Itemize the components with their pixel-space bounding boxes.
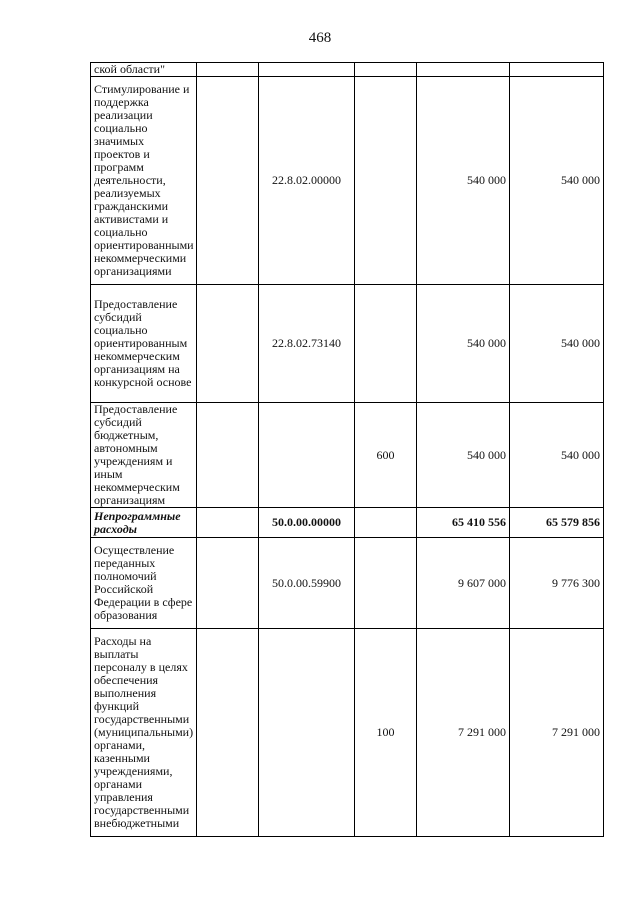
table-row [91,508,604,538]
row-code-cell [259,63,355,77]
row-blank-cell [197,77,259,285]
row-kind-cell: 100 [355,629,417,837]
row-sum2-cell [510,63,604,77]
row-name-cell: Непрограммные расходы [91,508,197,538]
row-blank-cell [197,63,259,77]
row-sum2-cell: 9 776 300 [510,538,604,629]
row-code-cell: 50.0.00.59900 [259,538,355,629]
table-row [91,285,604,403]
row-blank-cell [197,629,259,837]
row-blank-cell [197,538,259,629]
table-row [91,77,604,285]
row-sum1-cell: 65 410 556 [417,508,510,538]
row-kind-cell [355,508,417,538]
row-sum2-cell: 540 000 [510,403,604,508]
page-number: 468 [308,30,332,46]
table-row [91,629,604,837]
row-name-cell: Предоставление субсидий бюджетным, автономным учреждениям и иным некоммерческим организациям [91,403,197,508]
row-blank-cell [197,403,259,508]
table-row [91,403,604,508]
row-sum1-cell: 540 000 [417,403,510,508]
row-name-cell: Предоставление субсидий социально ориентированным некоммерческим организациям на конкурсной основе [91,285,197,403]
row-blank-cell [197,508,259,538]
table-row [91,538,604,629]
row-sum2-cell: 65 579 856 [510,508,604,538]
table-row [91,63,604,77]
row-kind-cell [355,285,417,403]
row-sum2-cell: 540 000 [510,285,604,403]
row-blank-cell [197,285,259,403]
row-sum1-cell: 9 607 000 [417,538,510,629]
row-sum2-cell: 540 000 [510,77,604,285]
row-code-cell: 22.8.02.00000 [259,77,355,285]
row-code-cell: 50.0.00.00000 [259,508,355,538]
row-code-cell [259,629,355,837]
row-name-cell: ской области" [91,63,197,77]
budget-table [90,62,604,837]
row-code-cell: 22.8.02.73140 [259,285,355,403]
row-sum1-cell: 540 000 [417,285,510,403]
row-sum1-cell [417,63,510,77]
row-name-cell: Расходы на выплаты персоналу в целях обеспечения выполнения функций государственными (муниципальными) органами, казенными учреждениями, органами управления государственными внебюджетными [91,629,197,837]
row-kind-cell [355,63,417,77]
row-kind-cell [355,538,417,629]
row-sum1-cell: 7 291 000 [417,629,510,837]
row-kind-cell [355,77,417,285]
row-code-cell [259,403,355,508]
row-name-cell: Осуществление переданных полномочий Российской Федерации в сфере образования [91,538,197,629]
row-sum1-cell: 540 000 [417,77,510,285]
row-kind-cell: 600 [355,403,417,508]
row-sum2-cell: 7 291 000 [510,629,604,837]
row-name-cell: Стимулирование и поддержка реализации социально значимых проектов и программ деятельности, реализуемых гражданскими активистами и социально ориентированными некоммерческими организациями [91,77,197,285]
